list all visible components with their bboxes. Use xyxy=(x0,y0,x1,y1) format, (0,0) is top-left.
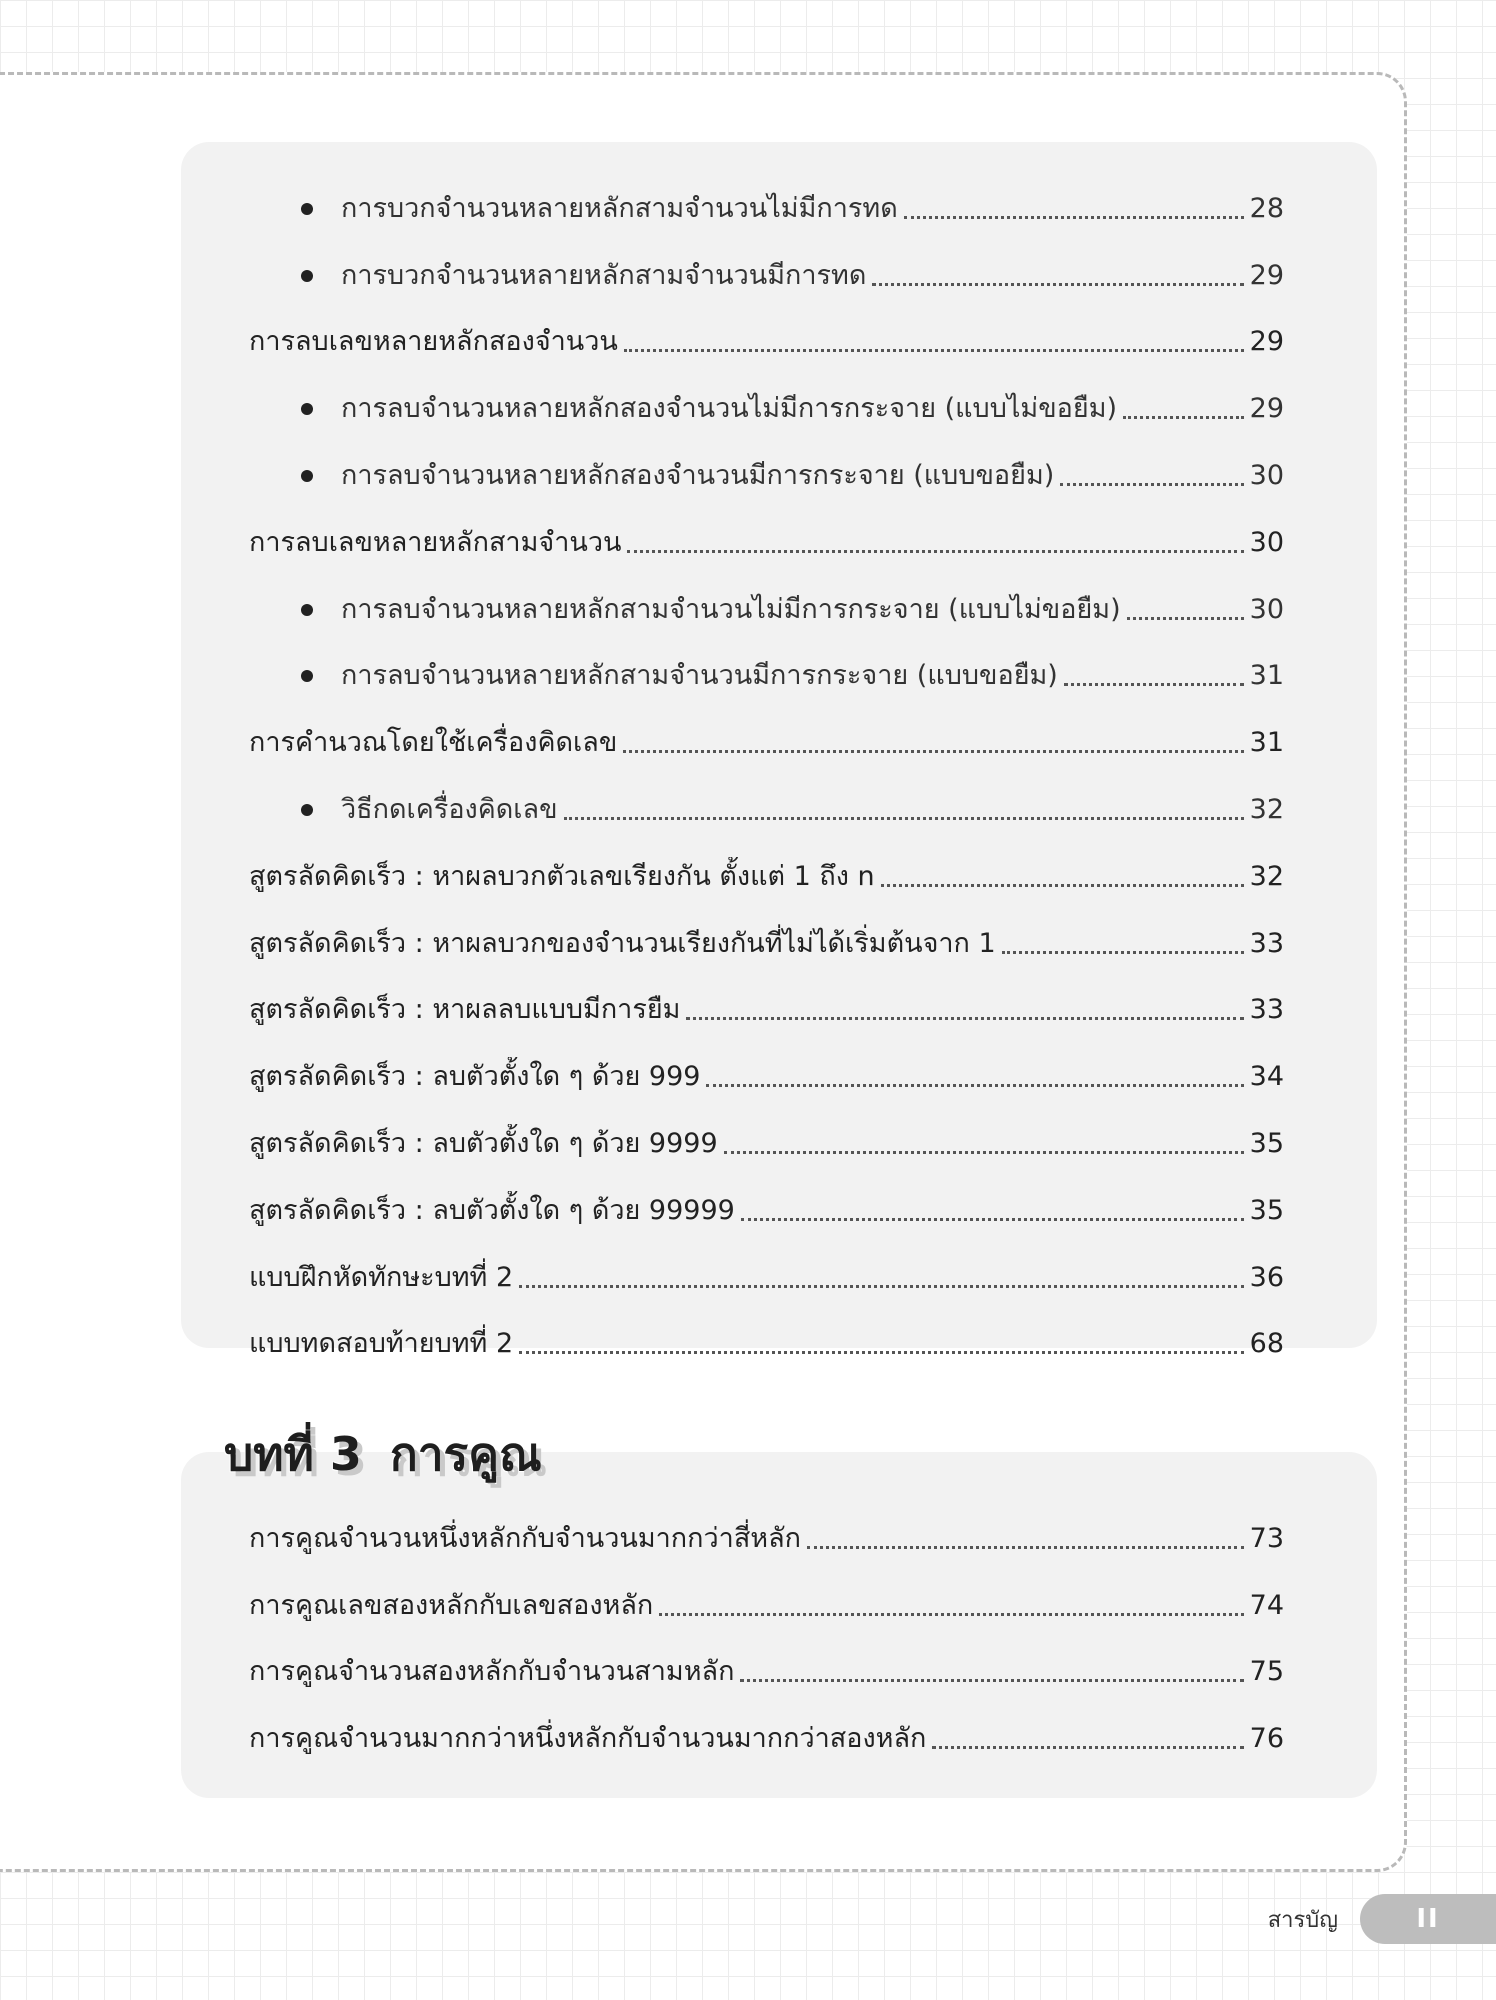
toc-entry-page: 73 xyxy=(1249,1522,1284,1554)
toc-entry-page: 30 xyxy=(1249,459,1284,491)
bullet-icon xyxy=(301,403,313,415)
dot-leader xyxy=(1002,951,1244,954)
dot-leader xyxy=(519,1351,1244,1354)
toc-entry-title: วิธีกดเครื่องคิดเลข xyxy=(341,793,558,825)
toc-entry-page: 35 xyxy=(1249,1194,1284,1226)
toc-entry-title: แบบฝึกหัดทักษะบทที่ 2 xyxy=(249,1261,514,1293)
toc-entry[interactable] xyxy=(249,1097,1284,1164)
dot-leader xyxy=(624,349,1244,352)
toc-list xyxy=(249,162,1284,1364)
toc-entry-title: การลบจำนวนหลายหลักสองจำนวนมีการกระจาย (แบบขอยืม) xyxy=(341,459,1055,491)
toc-entry[interactable] xyxy=(249,496,1284,563)
bullet-icon xyxy=(301,470,313,482)
toc-entry-title: สูตรลัดคิดเร็ว : ลบตัวตั้งใด ๆ ด้วย 9999 xyxy=(249,1127,718,1159)
toc-entry-page: 32 xyxy=(1249,860,1284,892)
toc-entry-title: สูตรลัดคิดเร็ว : หาผลลบแบบมีการยืม xyxy=(249,994,681,1026)
toc-entry[interactable] xyxy=(249,1030,1284,1097)
page-number-tab xyxy=(1360,1894,1496,1944)
toc-entry-page: 30 xyxy=(1249,526,1284,558)
dot-leader xyxy=(881,884,1244,887)
toc-entry[interactable] xyxy=(249,763,1284,830)
toc-entry[interactable] xyxy=(249,1231,1284,1298)
toc-entry-title: สูตรลัดคิดเร็ว : หาผลบวกตัวเลขเรียงกัน ตั้งแต่ 1 ถึง n xyxy=(249,860,875,892)
dot-leader xyxy=(807,1546,1244,1549)
dot-leader xyxy=(686,1017,1243,1020)
dot-leader xyxy=(564,817,1244,820)
toc-entry[interactable] xyxy=(249,1692,1284,1759)
dot-leader xyxy=(627,550,1243,553)
dot-leader xyxy=(519,1285,1244,1288)
bullet-icon xyxy=(301,804,313,816)
toc-entry-title: การลบเลขหลายหลักสองจำนวน xyxy=(249,326,618,358)
toc-entry[interactable] xyxy=(249,630,1284,697)
toc-entry[interactable] xyxy=(249,964,1284,1031)
bullet-icon xyxy=(301,670,313,682)
dot-leader xyxy=(1123,416,1244,419)
toc-entry-page: 31 xyxy=(1249,727,1284,759)
dot-leader xyxy=(1127,617,1244,620)
toc-panel-chapter-3 xyxy=(181,1452,1377,1798)
dot-leader xyxy=(659,1613,1243,1616)
toc-entry-title: แบบทดสอบท้ายบทที่ 2 xyxy=(249,1328,514,1360)
toc-entry-title: การคูณจำนวนมากกว่าหนึ่งหลักกับจำนวนมากกว่าสองหลัก xyxy=(249,1723,927,1755)
toc-entry[interactable] xyxy=(249,362,1284,429)
toc-entry-title: การลบเลขหลายหลักสามจำนวน xyxy=(249,526,622,558)
page-footer xyxy=(1268,1894,1496,1944)
toc-entry-page: 75 xyxy=(1249,1656,1284,1688)
toc-entry-page: 29 xyxy=(1249,259,1284,291)
bullet-icon xyxy=(301,270,313,282)
toc-entry-page: 76 xyxy=(1249,1723,1284,1755)
toc-entry[interactable] xyxy=(249,696,1284,763)
toc-entry[interactable] xyxy=(249,429,1284,496)
toc-entry-title: การบวกจำนวนหลายหลักสามจำนวนมีการทด xyxy=(341,259,867,291)
toc-entry[interactable] xyxy=(249,830,1284,897)
toc-entry[interactable] xyxy=(249,1298,1284,1365)
toc-entry-title: การคำนวณโดยใช้เครื่องคิดเลข xyxy=(249,727,618,759)
dot-leader xyxy=(904,216,1244,219)
toc-entry-page: 29 xyxy=(1249,326,1284,358)
toc-entry[interactable] xyxy=(249,1164,1284,1231)
toc-entry-title: สูตรลัดคิดเร็ว : ลบตัวตั้งใด ๆ ด้วย 999 xyxy=(249,1061,701,1093)
dot-leader xyxy=(1064,683,1244,686)
bullet-icon xyxy=(301,604,313,616)
toc-panel-chapter-2 xyxy=(181,142,1377,1360)
toc-entry-page: 74 xyxy=(1249,1589,1284,1621)
toc-entry[interactable] xyxy=(249,162,1284,229)
dot-leader xyxy=(724,1151,1244,1154)
toc-entry[interactable] xyxy=(249,296,1284,363)
toc-list xyxy=(249,1492,1284,1759)
chapter-title: การคูณ xyxy=(389,1427,542,1481)
toc-entry[interactable] xyxy=(249,563,1284,630)
toc-entry-page: 31 xyxy=(1249,660,1284,692)
dot-leader xyxy=(872,283,1243,286)
toc-entry-title: สูตรลัดคิดเร็ว : หาผลบวกของจำนวนเรียงกันที่ไม่ได้เริ่มต้นจาก 1 xyxy=(249,927,996,959)
dot-leader xyxy=(623,750,1243,753)
chapter-heading xyxy=(224,1418,542,1491)
toc-entry-page: 28 xyxy=(1249,192,1284,224)
toc-entry-page: 33 xyxy=(1249,927,1284,959)
toc-entry-title: การลบจำนวนหลายหลักสองจำนวนไม่มีการกระจาย (แบบไม่ขอยืม) xyxy=(341,393,1118,425)
toc-entry-title: การคูณจำนวนหนึ่งหลักกับจำนวนมากกว่าสี่หลัก xyxy=(249,1522,801,1554)
toc-entry-page: 68 xyxy=(1249,1328,1284,1360)
toc-entry-page: 35 xyxy=(1249,1127,1284,1159)
footer-section-name: สารบัญ xyxy=(1267,1907,1338,1933)
bullet-icon xyxy=(301,203,313,215)
toc-entry-page: 33 xyxy=(1249,994,1284,1026)
toc-entry[interactable] xyxy=(249,1492,1284,1559)
page-number: II xyxy=(1416,1904,1440,1934)
toc-entry[interactable] xyxy=(249,229,1284,296)
toc-entry-title: การลบจำนวนหลายหลักสามจำนวนมีการกระจาย (แบบขอยืม) xyxy=(341,660,1058,692)
toc-entry[interactable] xyxy=(249,1626,1284,1693)
dot-leader xyxy=(706,1084,1243,1087)
toc-entry-page: 30 xyxy=(1249,593,1284,625)
toc-entry-title: การคูณเลขสองหลักกับเลขสองหลัก xyxy=(249,1589,654,1621)
toc-entry-page: 34 xyxy=(1249,1061,1284,1093)
toc-entry[interactable] xyxy=(249,1559,1284,1626)
toc-entry-page: 29 xyxy=(1249,393,1284,425)
toc-entry-title: การบวกจำนวนหลายหลักสามจำนวนไม่มีการทด xyxy=(341,192,898,224)
toc-entry-page: 32 xyxy=(1249,793,1284,825)
dot-leader xyxy=(741,1218,1244,1221)
dot-leader xyxy=(1060,483,1243,486)
toc-entry-title: สูตรลัดคิดเร็ว : ลบตัวตั้งใด ๆ ด้วย 99999 xyxy=(249,1194,735,1226)
toc-entry[interactable] xyxy=(249,897,1284,964)
toc-entry-title: การลบจำนวนหลายหลักสามจำนวนไม่มีการกระจาย (แบบไม่ขอยืม) xyxy=(341,593,1121,625)
dot-leader xyxy=(932,1746,1243,1749)
toc-entry-page: 36 xyxy=(1249,1261,1284,1293)
toc-entry-title: การคูณจำนวนสองหลักกับจำนวนสามหลัก xyxy=(249,1656,735,1688)
chapter-label: บทที่ 3 xyxy=(224,1427,362,1481)
dot-leader xyxy=(740,1679,1243,1682)
